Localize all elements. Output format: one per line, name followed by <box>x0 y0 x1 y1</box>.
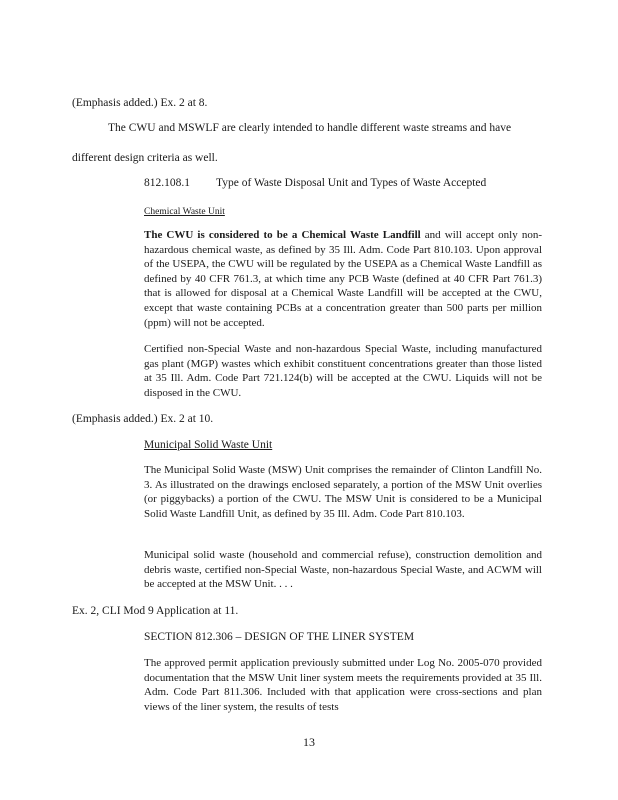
msw-accepted-waste-paragraph: Municipal solid waste (household and commercial refuse), construction demolition and debris waste, certified non-Special Waste, non-hazardous Special Waste, and ACWM will be accepted at the MSW Unit. . . . <box>144 549 542 591</box>
emphasis-citation-1: (Emphasis added.) Ex. 2 at 8. <box>72 97 208 109</box>
page-number: 13 <box>303 735 315 749</box>
chemical-waste-paragraph <box>144 228 542 330</box>
chemical-waste-paragraph-text: and will accept only non-hazardous chemical waste, as defined by 35 Ill. Adm. Code Part 810.103. Upon approval of the USEPA, the CWU will be regulated by the USEPA as a Chemical Waste Landfill as defined by 40 CFR 761.3, at which time any PCB Waste (defined at 40 CFR Part 761.3) that is allowed for disposal at a Chemical Waste Landfill will be accepted at the CWU, except that waste containing PCBs at a concentration greater than 500 parts per million (ppm) will not be accepted. <box>144 229 542 329</box>
special-waste-paragraph: Certified non-Special Waste and non-hazardous Special Waste, including manufactured gas plant (MGP) wastes which exhibit constituent concentrations greater than those listed at 35 Ill. Adm. Code Part 721.124(b) will be accepted at the CWU. Liquids will not be disposed in the CWU. <box>144 343 542 399</box>
msw-unit-paragraph: The Municipal Solid Waste (MSW) Unit comprises the remainder of Clinton Landfill No. 3. As illustrated on the drawings enclosed separately, a portion of the MSW Unit overlies (or piggybacks) a portion of the CWU. The MSW Unit is considered to be a Municipal Solid Waste Landfill Unit, as defined by 35 Ill. Adm. Code Part 810.103. <box>144 464 542 520</box>
chemical-waste-unit-heading: Chemical Waste Unit <box>144 207 225 217</box>
liner-system-paragraph: The approved permit application previously submitted under Log No. 2005-070 provided documentation that the MSW Unit liner system meets the requirements provided at 35 Ill. Adm. Code Part 811.306. Included with that application were cross-sections and plan views of the liner system, the results of tests <box>144 657 542 713</box>
section-title: Type of Waste Disposal Unit and Types of Waste Accepted <box>216 177 487 189</box>
municipal-solid-waste-heading: Municipal Solid Waste Unit <box>144 439 273 451</box>
paragraph-line: different design criteria as well. <box>72 152 218 164</box>
paragraph-line: The CWU and MSWLF are clearly intended to handle different waste streams and have <box>108 122 512 134</box>
application-citation: Ex. 2, CLI Mod 9 Application at 11. <box>72 605 239 617</box>
section-number: 812.108.1 <box>144 177 190 189</box>
liner-system-heading: SECTION 812.306 – DESIGN OF THE LINER SYSTEM <box>144 631 415 643</box>
chemical-waste-bold-lead: The CWU is considered to be a Chemical Waste Landfill <box>144 229 421 241</box>
emphasis-citation-2: (Emphasis added.) Ex. 2 at 10. <box>72 413 214 425</box>
